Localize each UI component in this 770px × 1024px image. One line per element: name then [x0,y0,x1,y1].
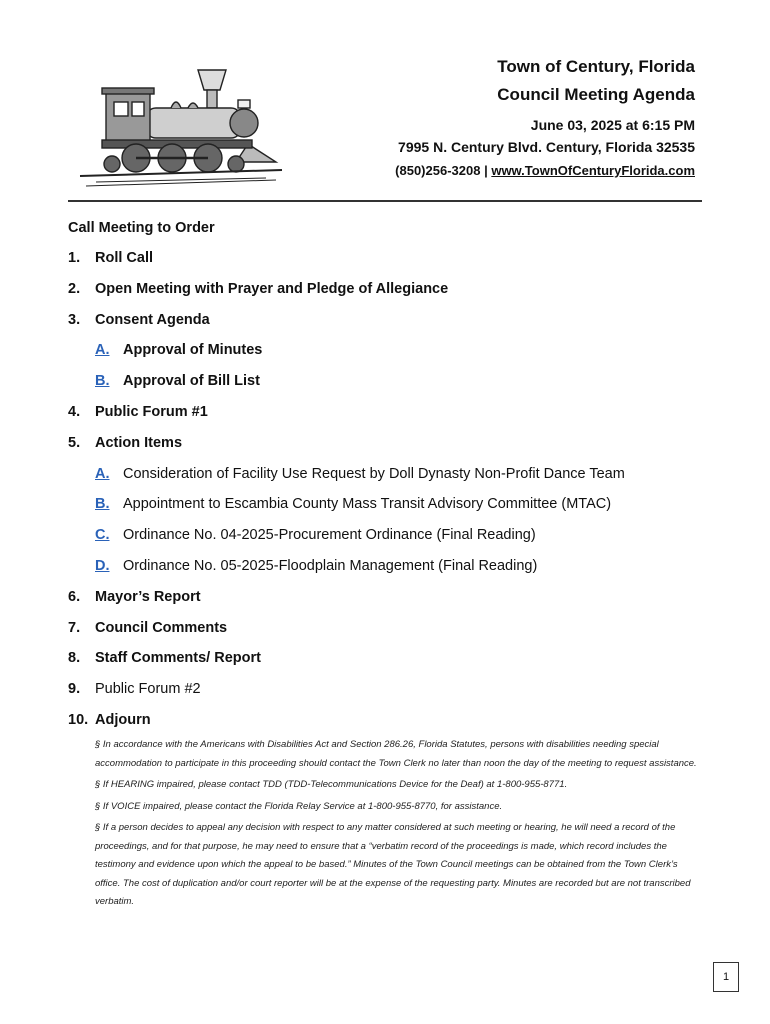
item-number: 4. [68,403,81,420]
meeting-date-time: June 03, 2025 at 6:15 PM [530,117,695,133]
subitem-link[interactable]: A. [95,465,110,482]
agenda-item-1 [68,248,708,268]
contact-separator: | [480,163,492,178]
subitem-link[interactable]: A. [95,342,110,359]
steam-locomotive-illustration [76,52,286,192]
subitem-label: Appointment to Escambia County Mass Transit Advisory Committee (MTAC) [123,496,612,513]
agenda-item-9 [68,679,708,699]
ada-note: § In accordance with the Americans with Disabilities Act and Section 286.26, Florida Statutes, persons with disabilities needing special accommodation to participate in this proceeding should contact the Town Clerk no later than noon the day of the meeting to request assistance. [95,739,697,769]
subitem-link[interactable]: C. [95,527,110,544]
agenda-title: Council Meeting Agenda [497,85,695,104]
hearing-note: § If HEARING impaired, please contact TDD (TDD-Telecommunications Device for the Deaf) at 1-800-955-8771. [95,779,568,790]
item-label: Action Items [95,434,183,451]
item-label: Consent Agenda [95,311,210,328]
subitem-label: Approval of Bill List [123,373,260,390]
action-subitem-c [95,525,708,545]
consent-subitem-a [95,340,708,360]
item-label: Public Forum #1 [95,403,208,420]
agenda-item-5 [68,433,708,453]
item-number: 10. [68,711,89,728]
subitem-link[interactable]: B. [95,373,110,390]
agenda-item-7 [68,618,708,638]
item-label: Public Forum #2 [95,681,201,698]
item-label: Roll Call [95,250,154,266]
phone-number: (850)256-3208 [395,163,481,178]
action-subitem-b [95,494,708,514]
header-divider [68,200,702,202]
item-number: 3. [68,311,81,328]
action-subitem-a [95,464,708,484]
call-to-order: Call Meeting to Order [68,220,215,236]
page-number: 1 [713,962,739,992]
subitem-label: Ordinance No. 05-2025-Floodplain Management (Final Reading) [123,557,538,574]
contact-line [395,162,695,180]
agenda-item-10 [68,710,708,730]
subitem-label: Ordinance No. 04-2025-Procurement Ordinance (Final Reading) [123,527,536,544]
agenda-item-8 [68,648,708,668]
item-number: 8. [68,650,81,667]
subitem-link[interactable]: D. [95,557,110,574]
document-header [395,56,695,180]
agenda-item-4 [68,402,708,422]
item-number: 7. [68,619,81,636]
item-label: Adjourn [95,711,151,728]
item-label: Open Meeting with Prayer and Pledge of Allegiance [95,280,449,297]
item-label: Council Comments [95,619,228,636]
item-number: 5. [68,434,81,451]
subitem-label: Approval of Minutes [123,342,263,359]
item-number: 1. [68,250,81,266]
agenda-item-2 [68,279,708,299]
item-label: Mayor’s Report [95,588,201,605]
item-number: 6. [68,588,81,605]
meeting-address: 7995 N. Century Blvd. Century, Florida 32535 [398,139,695,155]
consent-subitem-b [95,371,708,391]
item-label: Staff Comments/ Report [95,650,261,667]
agenda-list [68,218,708,741]
voice-note: § If VOICE impaired, please contact the Florida Relay Service at 1-800-955-8770, for assistance. [95,800,503,812]
item-number: 9. [68,681,81,698]
website-link[interactable]: www.TownOfCenturyFlorida.com [491,163,695,178]
action-subitem-d [95,556,708,576]
subitem-label: Consideration of Facility Use Request by Doll Dynasty Non-Profit Dance Team [123,465,625,482]
agenda-item-6 [68,587,708,607]
accessibility-notes [95,736,705,915]
item-number: 2. [68,280,81,297]
appeal-note: § If a person decides to appeal any decision with respect to any matter considered at such meeting or hearing, he will need a record of the proceedings, and for that purpose, he may need to ensure that a “verbatim record of the proceedings is made, which record includes the testimony and evidence upon which the appeal to be based.” Minutes of the Town Council meetings can be obtained from the Town Clerk’s office. The cost of duplication and/or court reporter will be at the expense of the requesting party. Minutes are recorded but are not transcribed verbatim. [95,822,691,907]
agenda-item-3 [68,310,708,330]
town-title: Town of Century, Florida [497,57,695,76]
subitem-link[interactable]: B. [95,496,110,513]
